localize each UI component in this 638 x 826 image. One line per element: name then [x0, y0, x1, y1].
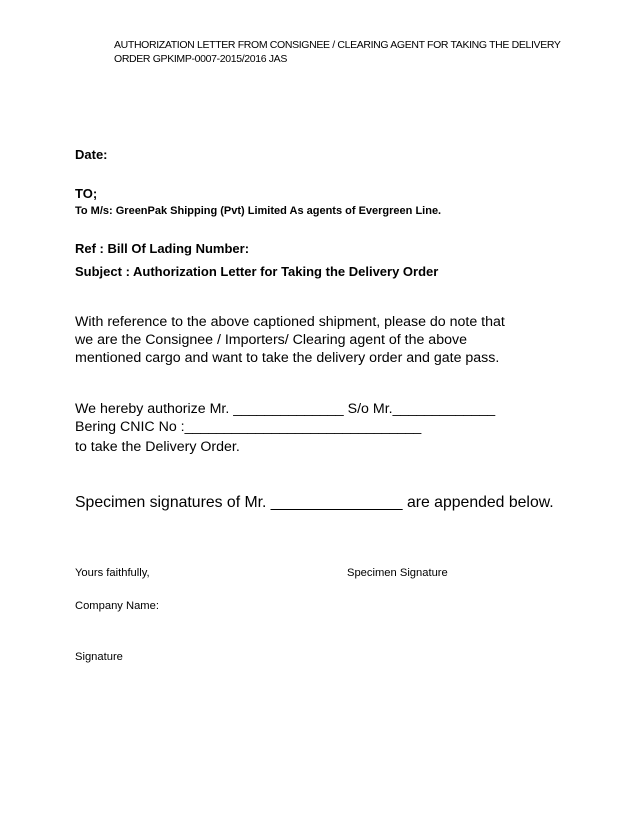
to-label: TO; — [75, 186, 98, 201]
authorize-line-1: We hereby authorize Mr. ______________ S/o Mr._____________ — [75, 401, 496, 417]
authorize-line-3: to take the Delivery Order. — [75, 439, 240, 455]
subject-line: Subject : Authorization Letter for Taking the Delivery Order — [75, 264, 439, 279]
signature-label: Signature — [75, 651, 123, 663]
specimen-signature-label: Specimen Signature — [347, 567, 448, 579]
date-label: Date: — [75, 147, 108, 162]
body-paragraph-line-2: we are the Consignee / Importers/ Clearing agent of the above — [75, 332, 467, 348]
body-paragraph-line-1: With reference to the above captioned shipment, please do note that — [75, 314, 505, 330]
body-paragraph-line-3: mentioned cargo and want to take the delivery order and gate pass. — [75, 350, 500, 366]
authorize-line-2: Bering CNIC No :______________________________ — [75, 419, 422, 435]
company-name-label: Company Name: — [75, 600, 159, 612]
recipient-line: To M/s: GreenPak Shipping (Pvt) Limited As agents of Evergreen Line. — [75, 205, 442, 217]
specimen-signatures-line: Specimen signatures of Mr. _______________ are appended below. — [75, 494, 554, 511]
closing-yours-faithfully: Yours faithfully, — [75, 567, 150, 579]
header-title-line-2: ORDER GPKIMP-0007-2015/2016 JAS — [114, 53, 287, 65]
header-title-line-1: AUTHORIZATION LETTER FROM CONSIGNEE / CLEARING AGENT FOR TAKING THE DELIVERY — [114, 39, 561, 51]
reference-line: Ref : Bill Of Lading Number: — [75, 241, 250, 256]
